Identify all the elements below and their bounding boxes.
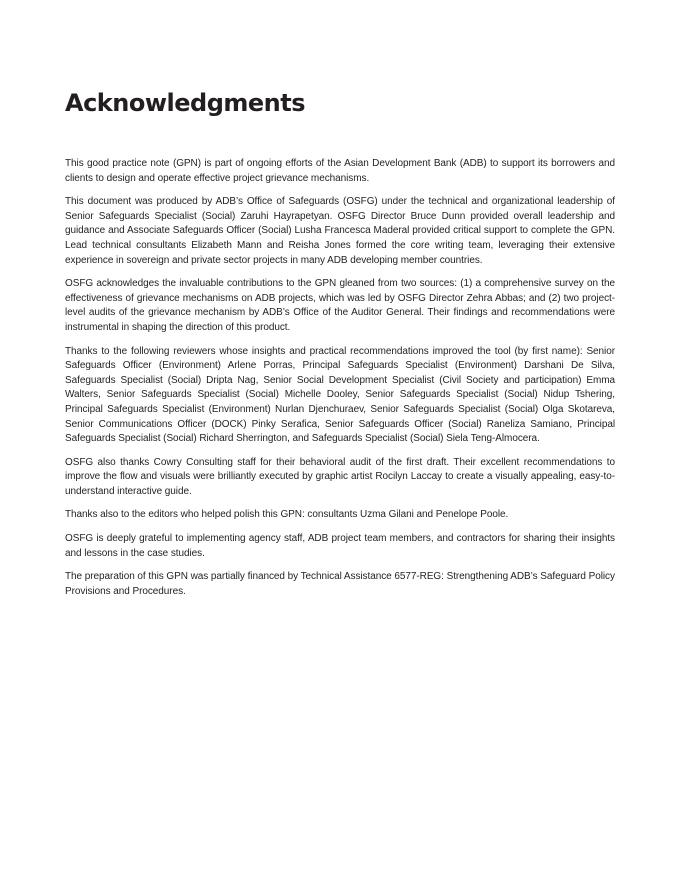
paragraph-production: This document was produced by ADB’s Office of Safeguards (OSFG) under the technical and organizational leadership of Senior Safeguards Specialist (Social) Zaruhi Hayrapetyan. OSFG Director Bruce Dunn provided overall leadership and guidance and Associate Safeguards Officer (Social) Lusha Francesca Maderal provided critical support to complete the GPN. Lead technical consultants Elizabeth Mann and Reisha Jones formed the core writing team, leveraging their extensive experience in sovereign and private sector projects in many ADB developing member countries. xyxy=(65,196,615,266)
paragraph-gratitude: OSFG is deeply grateful to implementing agency staff, ADB project team members, and contractors for sharing their insights and lessons in the case studies. xyxy=(65,533,615,559)
paragraph-reviewers: Thanks to the following reviewers whose insights and practical recommendations improved the tool (by first name): Senior Safeguards Officer (Environment) Arlene Porras, Principal Safeguards Specialist (Environment) Darshani De Silva, Safeguards Specialist (Social) Dripta Nag, Senior Social Development Specialist (Civil Society and participation) Emma Walters, Senior Safeguards Specialist (Social) Michelle Dooley, Senior Safeguards Specialist (Social) Nidup Tshering, Principal Safeguards Specialist (Environment) Nurlan Djenchuraev, Senior Safeguards Specialist (Social) Olga Skotareva, Senior Communications Officer (DOCK) Pinky Serafica, Senior Safeguards Officer (Social) Raneliza Samiano, Principal Safeguards Specialist (Social) Richard Sherrington, and Safeguards Specialist (Social) Siela Teng-Almocera. xyxy=(65,345,615,445)
body-text xyxy=(65,157,615,599)
paragraph-editors: Thanks also to the editors who helped polish this GPN: consultants Uzma Gilani and Penelope Poole. xyxy=(65,509,509,521)
paragraph-contributions: OSFG acknowledges the invaluable contributions to the GPN gleaned from two sources: (1) a comprehensive survey on the effectiveness of grievance mechanisms on ADB projects, which was led by OSFG Director Zehra Abbas; and (2) two project-level audits of the grievance mechanism by ADB’s Office of the Auditor General. Their findings and recommendations were instrumental in shaping the direction of this product. xyxy=(65,278,615,333)
paragraph-purpose: This good practice note (GPN) is part of ongoing efforts of the Asian Development Bank (ADB) to support its borrowers and clients to design and operate effective project grievance mechanisms. xyxy=(65,158,615,184)
page-title: Acknowledgments xyxy=(65,89,305,117)
paragraph-financing: The preparation of this GPN was partially financed by Technical Assistance 6577-REG: Strengthening ADB’s Safeguard Policy Provisions and Procedures. xyxy=(65,571,615,597)
paragraph-behavioral-audit: OSFG also thanks Cowry Consulting staff for their behavioral audit of the first draft. Their excellent recommendations to improve the flow and visuals were brilliantly executed by graphic artist Rocilyn Laccay to create a visually appealing, easy-to-understand interactive guide. xyxy=(65,456,615,497)
